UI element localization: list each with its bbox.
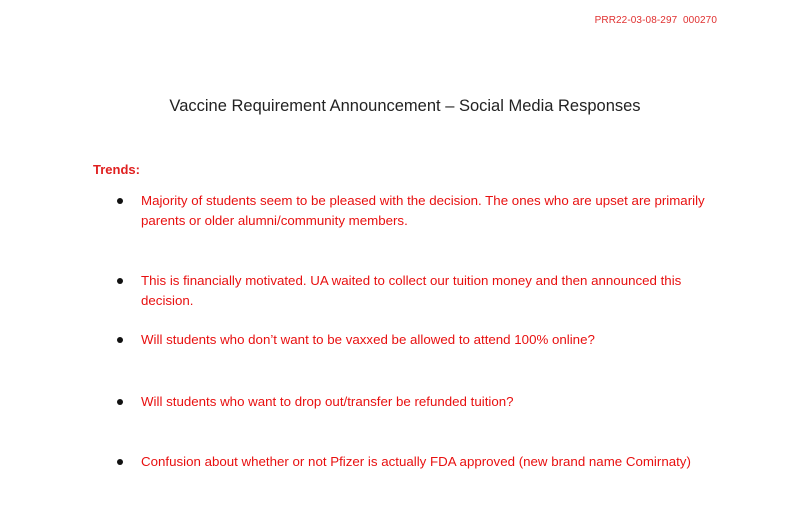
page-title: Vaccine Requirement Announcement – Social Media Responses — [169, 97, 641, 115]
list-item — [117, 452, 717, 472]
list-item-text: This is financially motivated. UA waited to collect our tuition money and then announced this decision. — [141, 273, 682, 308]
list-item — [117, 330, 717, 350]
list-item-text: Confusion about whether or not Pfizer is actually FDA approved (new brand name Comirnaty) — [141, 454, 691, 469]
list-item-text: Will students who don’t want to be vaxxed be allowed to attend 100% online? — [141, 332, 595, 347]
list-item-text: Will students who want to drop out/transfer be refunded tuition? — [141, 394, 514, 409]
list-item — [117, 191, 717, 230]
bullet-icon — [117, 459, 123, 465]
bullet-icon — [117, 198, 123, 204]
list-item — [117, 392, 717, 412]
bullet-icon — [117, 337, 123, 343]
section-heading-trends: Trends: — [93, 162, 140, 177]
document-id-stamp: PRR22-03-08-297 000270 — [594, 15, 717, 26]
bullet-icon — [117, 399, 123, 405]
bullet-icon — [117, 278, 123, 284]
list-item — [117, 271, 717, 310]
list-item-text: Majority of students seem to be pleased with the decision. The ones who are upset are primarily parents or older alumni/community members. — [141, 193, 705, 228]
